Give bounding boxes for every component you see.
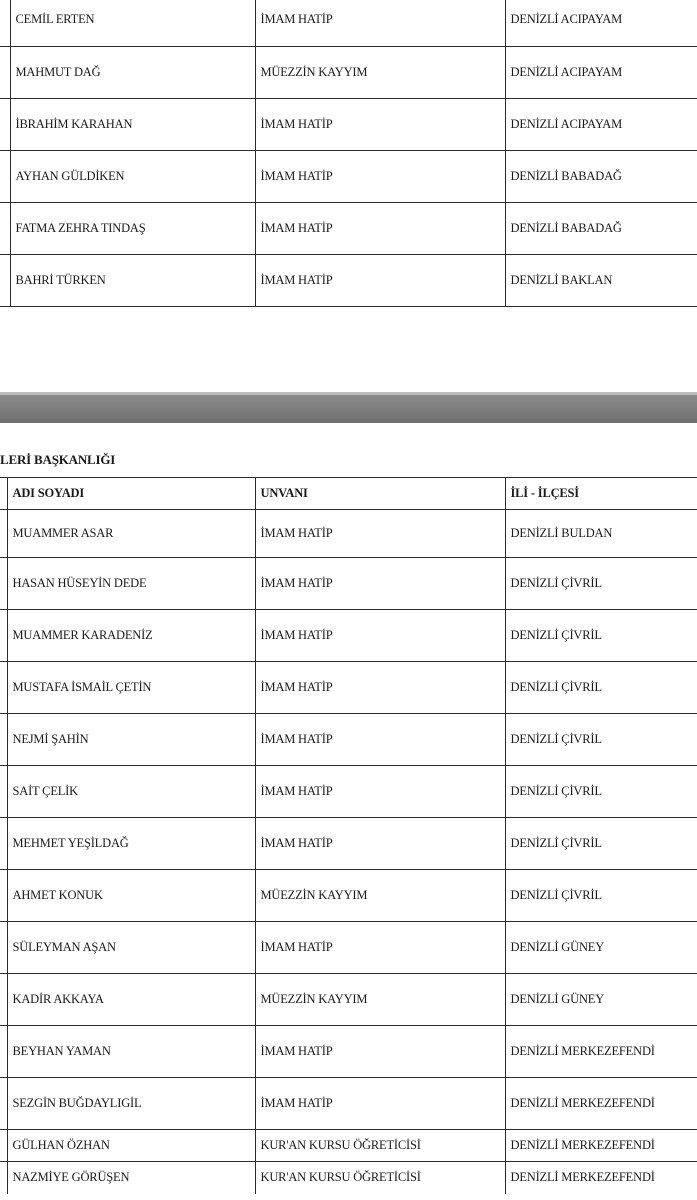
table-row [0,150,697,202]
table-edge-cell [0,510,7,558]
department-heading: LERİ BAŞKANLIĞI [0,452,116,467]
table-row [0,510,697,558]
table-edge-cell [0,150,10,202]
table-edge-cell [0,1162,7,1194]
table-row [0,870,697,922]
cell-title: İMAM HATİP [255,0,505,46]
cell-name: NAZMİYE GÖRÜŞEN [7,1162,255,1194]
table-edge-cell [0,1026,7,1078]
cell-location: DENİZLİ ÇİVRİL [505,558,697,610]
cell-name: SEZGİN BUĞDAYLIGİL [7,1078,255,1130]
cell-location: DENİZLİ ÇİVRİL [505,714,697,766]
table-edge-cell [0,922,7,974]
cell-name: BEYHAN YAMAN [7,1026,255,1078]
cell-location: DENİZLİ BAKLAN [505,254,697,306]
table-edge-cell [0,610,7,662]
cell-name: İBRAHİM KARAHAN [10,98,255,150]
cell-location: DENİZLİ BABADAĞ [505,202,697,254]
cell-title: İMAM HATİP [255,202,505,254]
cell-title: KUR'AN KURSU ÖĞRETİCİSİ [255,1162,505,1194]
cell-title: İMAM HATİP [255,98,505,150]
table-row [0,1026,697,1078]
cell-title: MÜEZZİN KAYYIM [255,870,505,922]
table-edge-cell [0,478,7,510]
cell-name: SAİT ÇELİK [7,766,255,818]
table-edge-cell [0,870,7,922]
cell-name: BAHRİ TÜRKEN [10,254,255,306]
table-edge-cell [0,818,7,870]
cell-name: AYHAN GÜLDİKEN [10,150,255,202]
table-row [0,974,697,1026]
table-edge-cell [0,714,7,766]
cell-location: DENİZLİ ÇİVRİL [505,870,697,922]
cell-title: İMAM HATİP [255,818,505,870]
cell-location: DENİZLİ BULDAN [505,510,697,558]
cell-name: MUAMMER KARADENİZ [7,610,255,662]
cell-name: NEJMİ ŞAHİN [7,714,255,766]
table-row [0,0,697,46]
table-row [0,1130,697,1162]
cell-location: DENİZLİ ÇİVRİL [505,818,697,870]
cell-name: KADİR AKKAYA [7,974,255,1026]
table-row [0,558,697,610]
cell-name: FATMA ZEHRA TINDAŞ [10,202,255,254]
table-edge-cell [0,46,10,98]
table-edge-cell [0,202,10,254]
cell-location: DENİZLİ ÇİVRİL [505,766,697,818]
cell-title: İMAM HATİP [255,1078,505,1130]
cell-name: MAHMUT DAĞ [10,46,255,98]
table-header-row [0,478,697,510]
cell-title: İMAM HATİP [255,1026,505,1078]
personnel-table-top [0,0,697,307]
cell-name: HASAN HÜSEYİN DEDE [7,558,255,610]
table-edge-cell [0,558,7,610]
cell-title: KUR'AN KURSU ÖĞRETİCİSİ [255,1130,505,1162]
table-row [0,766,697,818]
cell-name: CEMİL ERTEN [10,0,255,46]
cell-title: İMAM HATİP [255,254,505,306]
table-row [0,662,697,714]
cell-location: DENİZLİ MERKEZEFENDİ [505,1078,697,1130]
table-edge-cell [0,0,10,46]
cell-title: İMAM HATİP [255,766,505,818]
table-row [0,818,697,870]
cell-title: İMAM HATİP [255,510,505,558]
cell-name: SÜLEYMAN AŞAN [7,922,255,974]
cell-title: İMAM HATİP [255,922,505,974]
scan-separator-band [0,395,697,423]
cell-location: DENİZLİ ACIPAYAM [505,46,697,98]
cell-location: DENİZLİ MERKEZEFENDİ [505,1130,697,1162]
header-title: UNVANI [255,478,505,510]
cell-name: GÜLHAN ÖZHAN [7,1130,255,1162]
table-row [0,714,697,766]
table-row [0,1078,697,1130]
table-row [0,46,697,98]
personnel-table-bottom [0,477,697,1194]
table-row [0,202,697,254]
cell-title: MÜEZZİN KAYYIM [255,974,505,1026]
header-name: ADI SOYADI [7,478,255,510]
table-edge-cell [0,254,10,306]
header-location: İLİ - İLÇESİ [505,478,697,510]
cell-name: AHMET KONUK [7,870,255,922]
cell-location: DENİZLİ MERKEZEFENDİ [505,1162,697,1194]
cell-title: İMAM HATİP [255,714,505,766]
cell-location: DENİZLİ ÇİVRİL [505,662,697,714]
table-row [0,1162,697,1194]
table-row [0,922,697,974]
cell-location: DENİZLİ GÜNEY [505,922,697,974]
cell-name: MEHMET YEŞİLDAĞ [7,818,255,870]
table-row [0,98,697,150]
table-edge-cell [0,662,7,714]
cell-location: DENİZLİ ÇİVRİL [505,610,697,662]
cell-title: İMAM HATİP [255,558,505,610]
table-edge-cell [0,1130,7,1162]
table-edge-cell [0,766,7,818]
cell-location: DENİZLİ BABADAĞ [505,150,697,202]
cell-title: İMAM HATİP [255,662,505,714]
cell-name: MUSTAFA İSMAİL ÇETİN [7,662,255,714]
cell-location: DENİZLİ MERKEZEFENDİ [505,1026,697,1078]
table-row [0,610,697,662]
cell-name: MUAMMER ASAR [7,510,255,558]
cell-location: DENİZLİ ACIPAYAM [505,98,697,150]
table-edge-cell [0,974,7,1026]
cell-title: MÜEZZİN KAYYIM [255,46,505,98]
cell-location: DENİZLİ GÜNEY [505,974,697,1026]
cell-title: İMAM HATİP [255,610,505,662]
table-row [0,254,697,306]
table-edge-cell [0,1078,7,1130]
cell-location: DENİZLİ ACIPAYAM [505,0,697,46]
table-edge-cell [0,98,10,150]
cell-title: İMAM HATİP [255,150,505,202]
